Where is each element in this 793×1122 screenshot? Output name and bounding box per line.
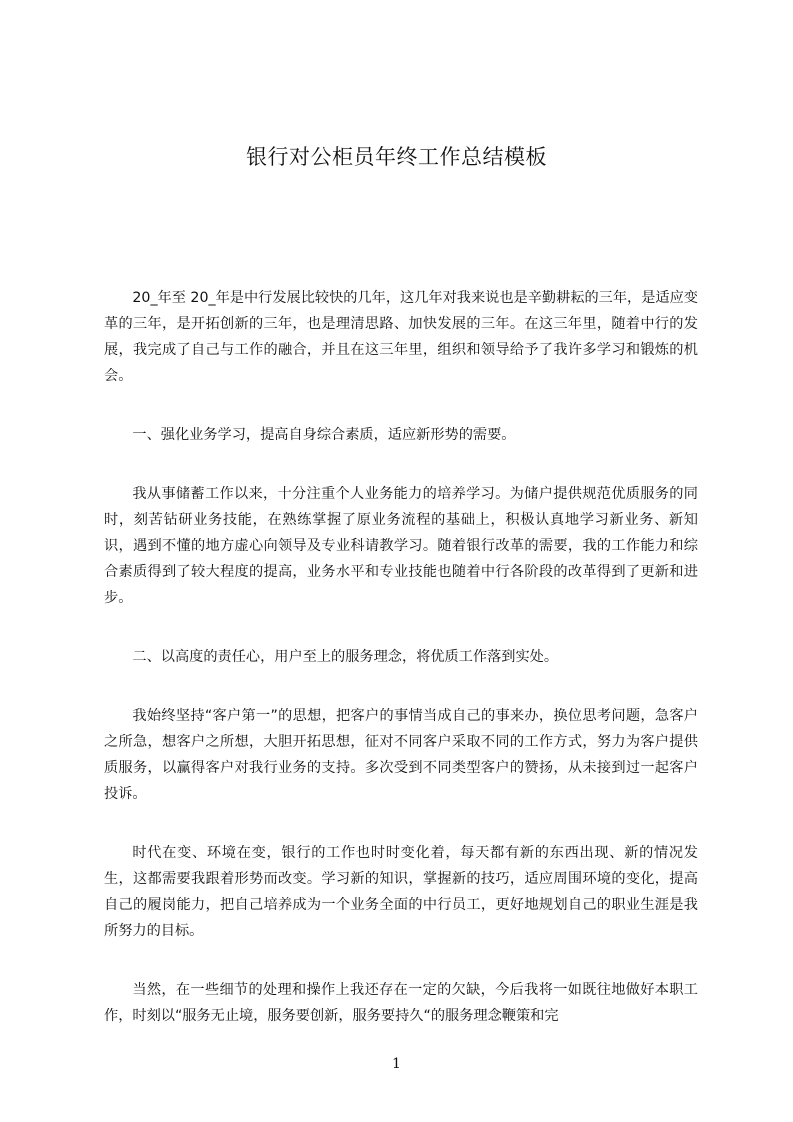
section-heading-1: 一、强化业务学习，提高自身综合素质，适应新形势的需要。	[132, 427, 516, 443]
document-title: 银行对公柜员年终工作总结模板	[246, 145, 547, 169]
section-2-paragraph-2: 时代在变、环境在变，银行的工作也时时变化着，每天都有新的东西出现、新的情况发生，这都需要我跟着形势而改变。学习新的知识，掌握新的技巧，适应周围环境的变化，提高自己的履岗能力，把自己培养成为一个业务全面的中行员工，更好地规划自己的职业生涯是我所努力的目标。	[104, 845, 698, 939]
page-number: 1	[392, 1056, 401, 1072]
section-2-paragraph-3: 当然，在一些细节的处理和操作上我还存在一定的欠缺，今后我将一如既往地做好本职工作，时刻以“服务无止境，服务要创新，服务要持久“的服务理念鞭策和完	[104, 982, 698, 1024]
section-1-paragraph: 我从事储蓄工作以来，十分注重个人业务能力的培养学习。为储户提供规范优质服务的同时，刻苦钻研业务技能，在熟练掌握了原业务流程的基础上，积极认真地学习新业务、新知识，遇到不懂的地方虚心向领导及专业科请教学习。随着银行改革的需要，我的工作能力和综合素质得到了较大程度的提高，业务水平和专业技能也随着中行各阶段的改革得到了更新和进步。	[104, 486, 698, 606]
document-body	[104, 285, 698, 1062]
section-2-paragraph-1: 我始终坚持“客户第一”的思想，把客户的事情当成自己的事来办，换位思考问题，急客户之所急，想客户之所想，大胆开拓思想，征对不同客户采取不同的工作方式，努力为客户提供质服务，以赢得客户对我行业务的支持。多次受到不同类型客户的赞扬，从未接到过一起客户投诉。	[104, 708, 698, 802]
section-heading-2: 二、以高度的责任心，用户至上的服务理念，将优质工作落到实处。	[132, 649, 559, 665]
intro-paragraph: 20_年至 20_年是中行发展比较快的几年，这几年对我来说也是辛勤耕耘的三年，是适应变革的三年，是开拓创新的三年，也是理清思路、加快发展的三年。在这三年里，随着中行的发展，我完成了自己与工作的融合，并且在这三年里，组织和领导给予了我许多学习和锻炼的机会。	[104, 290, 698, 384]
